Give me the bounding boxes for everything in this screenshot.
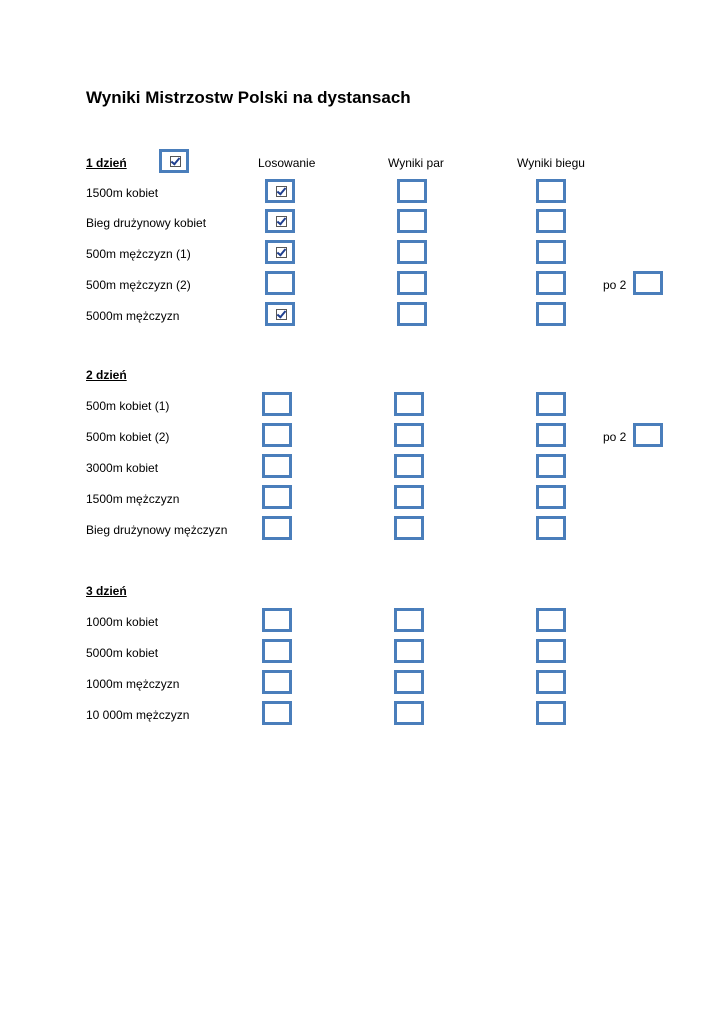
po-2-checkbox[interactable] <box>633 271 663 295</box>
po-2-checkbox[interactable] <box>633 423 663 447</box>
wyniki-biegu-checkbox[interactable] <box>536 240 566 264</box>
check-icon <box>276 216 287 227</box>
losowanie-checkbox[interactable] <box>265 271 295 295</box>
losowanie-checkbox[interactable] <box>262 516 292 540</box>
event-label: 500m kobiet (1) <box>86 399 170 413</box>
event-label: 1000m kobiet <box>86 615 159 629</box>
wyniki-biegu-checkbox[interactable] <box>536 209 566 233</box>
wyniki-biegu-checkbox[interactable] <box>536 392 566 416</box>
wyniki-par-checkbox[interactable] <box>397 271 427 295</box>
losowanie-checkbox[interactable] <box>265 179 295 203</box>
check-icon <box>276 186 287 197</box>
wyniki-par-checkbox[interactable] <box>394 392 424 416</box>
losowanie-checkbox[interactable] <box>262 423 292 447</box>
losowanie-checkbox[interactable] <box>262 608 292 632</box>
losowanie-checkbox[interactable] <box>262 392 292 416</box>
losowanie-checkbox[interactable] <box>265 240 295 264</box>
po-2-label: po 2 <box>603 430 627 444</box>
event-label: 5000m mężczyzn <box>86 309 180 323</box>
wyniki-biegu-checkbox[interactable] <box>536 516 566 540</box>
wyniki-biegu-checkbox[interactable] <box>536 454 566 478</box>
day-1-checkbox[interactable] <box>159 149 189 173</box>
day-1-label: 1 dzień <box>86 156 127 170</box>
wyniki-par-checkbox[interactable] <box>397 209 427 233</box>
check-icon <box>170 156 181 167</box>
event-label: 3000m kobiet <box>86 461 159 475</box>
wyniki-biegu-checkbox[interactable] <box>536 608 566 632</box>
day-3-label: 3 dzień <box>86 584 127 598</box>
losowanie-checkbox[interactable] <box>262 639 292 663</box>
event-label: Bieg drużynowy mężczyzn <box>86 523 228 537</box>
event-label: 10 000m mężczyzn <box>86 708 190 722</box>
losowanie-checkbox[interactable] <box>262 701 292 725</box>
col-wyniki-biegu-header: Wyniki biegu <box>517 156 585 170</box>
wyniki-par-checkbox[interactable] <box>397 240 427 264</box>
check-icon <box>276 247 287 258</box>
event-label: 5000m kobiet <box>86 646 159 660</box>
losowanie-checkbox[interactable] <box>265 209 295 233</box>
wyniki-par-checkbox[interactable] <box>394 701 424 725</box>
wyniki-biegu-checkbox[interactable] <box>536 701 566 725</box>
losowanie-checkbox[interactable] <box>262 485 292 509</box>
event-label: 500m mężczyzn (1) <box>86 247 191 261</box>
wyniki-par-checkbox[interactable] <box>397 179 427 203</box>
wyniki-par-checkbox[interactable] <box>397 302 427 326</box>
day-2-label: 2 dzień <box>86 368 127 382</box>
event-label: Bieg drużynowy kobiet <box>86 216 207 230</box>
wyniki-par-checkbox[interactable] <box>394 639 424 663</box>
wyniki-biegu-checkbox[interactable] <box>536 485 566 509</box>
losowanie-checkbox[interactable] <box>265 302 295 326</box>
wyniki-par-checkbox[interactable] <box>394 670 424 694</box>
wyniki-biegu-checkbox[interactable] <box>536 423 566 447</box>
event-label: 500m kobiet (2) <box>86 430 170 444</box>
wyniki-biegu-checkbox[interactable] <box>536 639 566 663</box>
event-label: 500m mężczyzn (2) <box>86 278 191 292</box>
wyniki-biegu-checkbox[interactable] <box>536 670 566 694</box>
check-icon <box>276 309 287 320</box>
event-label: 1500m mężczyzn <box>86 492 180 506</box>
col-losowanie-header: Losowanie <box>258 156 316 170</box>
event-label: 1000m mężczyzn <box>86 677 180 691</box>
event-label: 1500m kobiet <box>86 186 159 200</box>
wyniki-par-checkbox[interactable] <box>394 454 424 478</box>
wyniki-par-checkbox[interactable] <box>394 608 424 632</box>
wyniki-par-checkbox[interactable] <box>394 516 424 540</box>
po-2-label: po 2 <box>603 278 627 292</box>
wyniki-biegu-checkbox[interactable] <box>536 271 566 295</box>
wyniki-biegu-checkbox[interactable] <box>536 179 566 203</box>
wyniki-par-checkbox[interactable] <box>394 485 424 509</box>
col-wyniki-par-header: Wyniki par <box>388 156 444 170</box>
page-title: Wyniki Mistrzostw Polski na dystansach <box>86 88 411 107</box>
wyniki-biegu-checkbox[interactable] <box>536 302 566 326</box>
losowanie-checkbox[interactable] <box>262 454 292 478</box>
wyniki-par-checkbox[interactable] <box>394 423 424 447</box>
losowanie-checkbox[interactable] <box>262 670 292 694</box>
